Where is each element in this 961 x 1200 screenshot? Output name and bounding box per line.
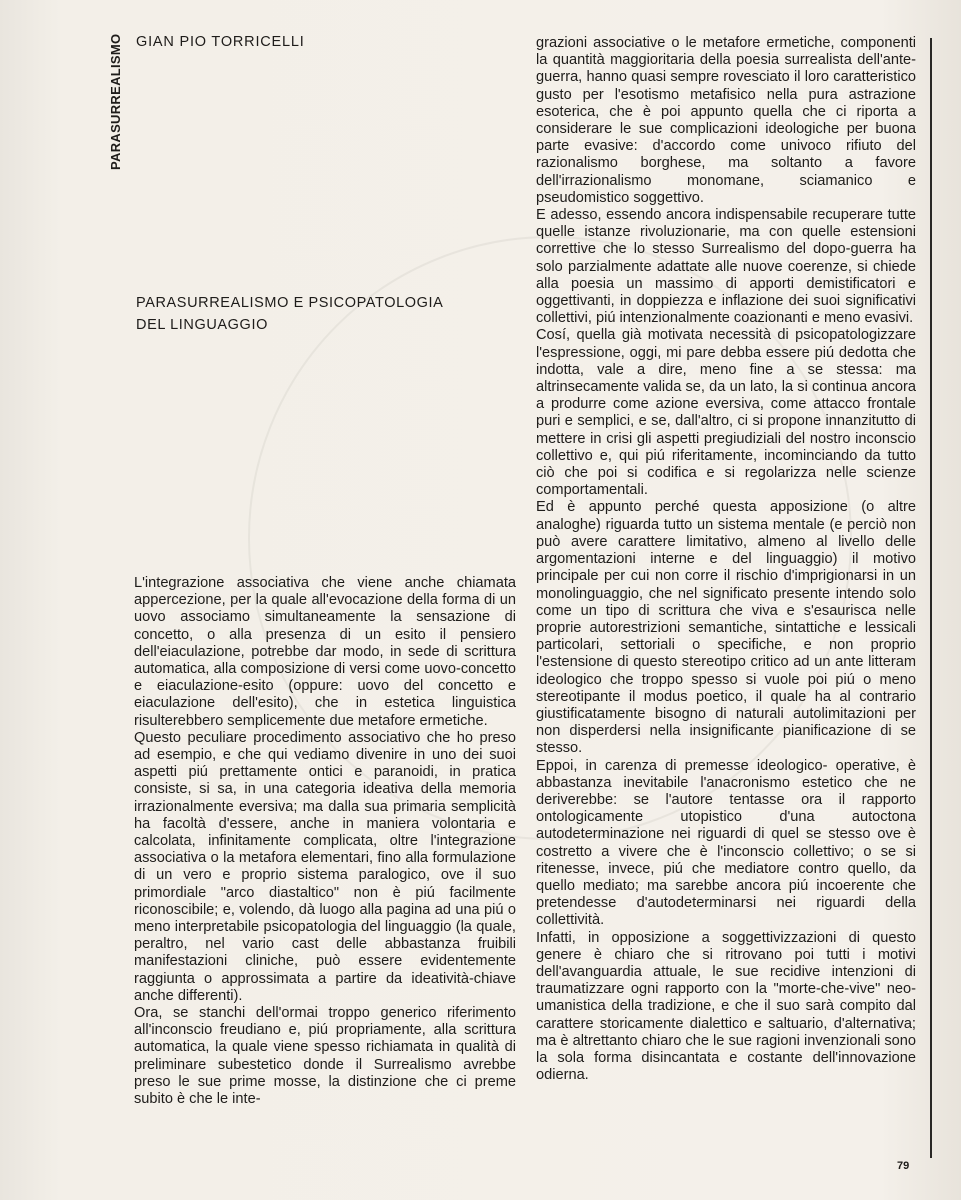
paragraph: Eppoi, in carenza di premesse ideologico- operative, è abbastanza inevitabile l'anacronismo estetico che ne deriverebbe: se l'autore tentasse ora il rapporto ontologicamente utopistico d'una autoctona autodeterminazione nei riguardi di quel se stesso ove è costretto a vivere che è l'inconscio collettivo; o se si ritenesse, invece, piú che mediatore contro quello, da quello mediato; ma sarebbe ancora piú incoerente che pretendesse d'autodeterminarsi nei riguardi della collettività. [536,757,916,929]
section-label: PARASURREALISMO [108,33,123,170]
right-column [536,35,916,1084]
left-column [134,575,516,1108]
paragraph: Cosí, quella già motivata necessità di psicopatologizzare l'espressione, oggi, mi pare debba essere piú dedotta che indotta, vale a dire, meno fine a se stessa: ma altrinsecamente valida se, da un lato, la si continua ancora a produrre come azione eversiva, come attacco frontale puri e semplici, e se, dall'altro, ci si propone innanzitutto di mettere in crisi gli aspetti pregiudiziali del nostro inconscio collettivo e, qui piú riferitamente, incominciando da tutto ciò che poi si codifica e si regolarizza nelle scienze comportamentali. [536,327,916,499]
author-name: GIAN PIO TORRICELLI [136,34,305,50]
paragraph: Ora, se stanchi dell'ormai troppo generico riferimento all'inconscio freudiano e, piú propriamente, alla scrittura automatica, la quale viene spesso richiamata in qualità di preliminare subestetico donde il Surrealismo avrebbe preso le sue prime mosse, la distinzione che ci preme subito è che le inte- [134,1005,516,1108]
paragraph: L'integrazione associativa che viene anche chiamata appercezione, per la quale all'evocazione della forma di un uovo associamo simultaneamente la sensazione di concetto, o alla presenza di un esito il pensiero dell'eiaculazione, potrebbe dar modo, in sede di scrittura automatica, alla composizione di versi come uovo-concetto e eiaculazione-esito (oppure: uovo del concetto e eiaculazione dell'esito), che in estetica linguistica risulterebbero semplicemente due metafore ermetiche. [134,575,516,729]
paragraph: grazioni associative o le metafore ermetiche, componenti la quantità maggioritaria della poesia surrealista dell'ante-guerra, hanno quasi sempre rovesciato il loro caratteristico gusto per l'esotismo metafisico nella pura astrazione esoterica, che è poi appunto quella che ci riporta a considerare le sue complicazioni ideologiche per buona parte evasive: d'accordo come univoco rifiuto del razionalismo borghese, ma soltanto a favore dell'irrazionalismo monomane, sciamanico e pseudomistico soggettivo. [536,35,916,206]
article-title [136,292,496,336]
paragraph: Questo peculiare procedimento associativo che ho preso ad esempio, e che qui vediamo divenire in uno dei suoi aspetti piú prettamente ontici e paranoidi, in pratica consiste, si sa, in una categoria ideativa della memoria irrazionalmente eversiva; ma dalla sua primaria semplicità ha facoltà d'essere, anche in maniera volontaria e calcolata, infinitamente complicata, oltre l'integrazione associativa o la metafora elementari, fino alla formulazione di un vero e proprio sistema paralogico, ove il suo primordiale "arco diastaltico" non è piú facilmente riconoscibile; e, volendo, dà luogo alla pagina ad una piú o meno interpretabile psicopatologia del linguaggio (la quale, peraltro, nel vario cast delle abbastanza fruibili manifestazioni cliniche, può essere evidentemente raggiunta o approssimata a partire da ideatività-chiave anche differenti). [134,729,516,1004]
paragraph: Infatti, in opposizione a soggettivizzazioni di questo genere è chiaro che si ritrovano poi tutti i motivi dell'avanguardia attuale, le sue recidive intenzioni di traumatizzare ogni rapporto con la "morte-che-vive" neo-umanistica della tradizione, e che il suo sarà compito dal carattere storicamente dialettico e saltuario, d'alternativa; ma è altrettanto chiaro che le sue ragioni invenzionali sono la sola forma disincantata e costante dell'innovazione odierna. [536,929,916,1084]
column-rule [930,38,932,1158]
paragraph: Ed è appunto perché questa apposizione (o altre analoghe) riguarda tutto un sistema mentale (e perciò non può avere carattere limitativo, almeno al livello delle argomentazioni interne e del linguaggio) il motivo principale per cui non corre il rischio d'imprigionarsi in un monolinguaggio, che nel significato presente intendo solo come un tipo di scrittura che viva e s'esaurisca nelle proprie autorestrizioni semantiche, sintattiche e lessicali particolari, settoriali o specifiche, e non proprio l'estensione di questo stereotipo critico ad un ante litteram ideologico che troppo spesso si vuole poi piú o meno stereotipante il modus poetico, il quale ha al contrario giustificatamente bisogno di naturali autolimitazioni per non disperdersi nella insignificante pianificazione di se stesso. [536,499,916,757]
article-title-line-1: PARASURREALISMO E PSICOPATOLOGIA [136,295,444,311]
page-number: 79 [897,1160,910,1172]
article-title-line-2: DEL LINGUAGGIO [136,317,268,333]
paragraph: E adesso, essendo ancora indispensabile recuperare tutte quelle istanze rivoluzionarie, ma con quelle estensioni correttive che lo stesso Surrealismo del dopo-guerra ha solo parzialmente adattate alle nuove coerenze, si chiede alla poesia un massimo di apporti demistificatori e oggettivanti, in doppiezza e inflazione dei suoi significativi collettivi, piú intenzionalmente coazionanti e meno evasivi. [536,207,916,327]
